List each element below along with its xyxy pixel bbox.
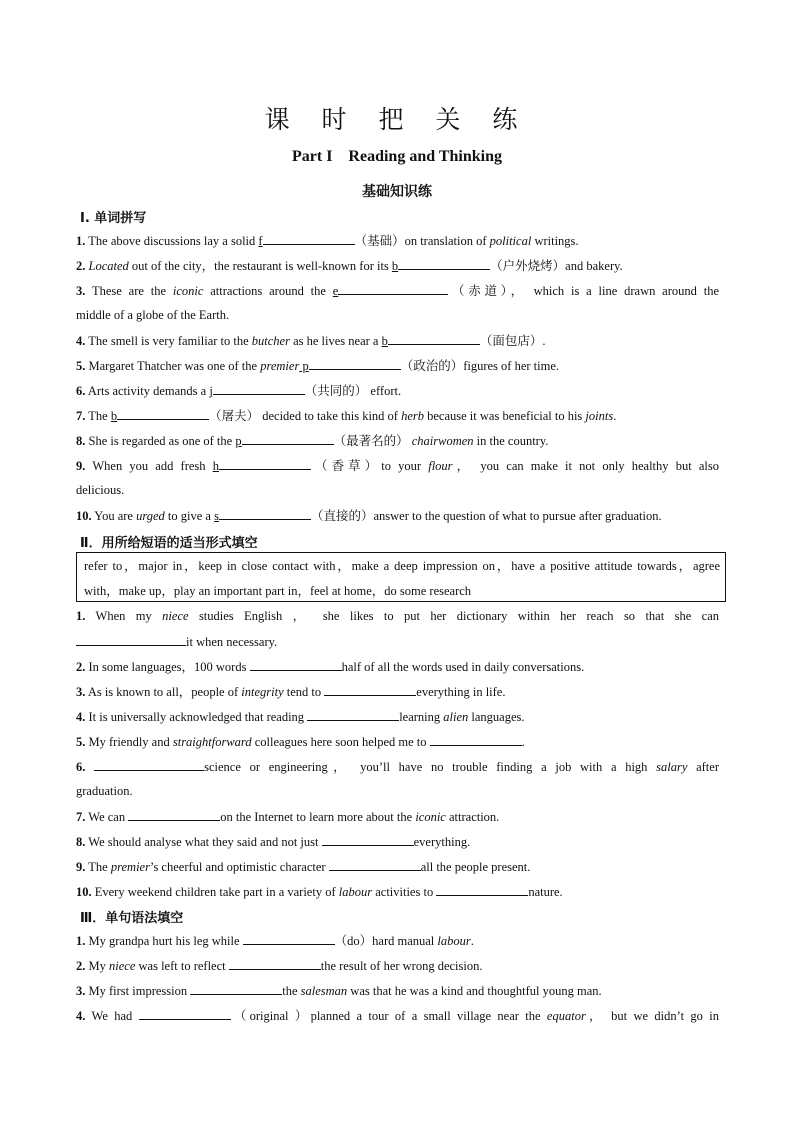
s2-item-9: 9. The premier’s cheerful and optimistic character all the people present. <box>76 860 531 874</box>
answer-blank[interactable] <box>76 633 186 646</box>
s1-item-9: 9. When you add fresh h （香草）to your flour， you can make it not only healthy but also <box>76 459 719 473</box>
s2-item-7: 7. We can on the Internet to learn more about the iconic attraction. <box>76 810 500 824</box>
answer-blank[interactable] <box>128 808 220 821</box>
section-subtitle: 基础知识练 <box>362 184 432 200</box>
s1-item-3: 3. These are the iconic attractions around the e （赤道）， which is a line drawn around the <box>76 284 719 298</box>
s1-item-4: 4. The smell is very familiar to the butcher as he lives near a b （面包店）. <box>76 334 546 348</box>
phrase-box-line-1: refer to，major in，keep in close contact with，make a deep impression on，have a positive attitude towards，agree <box>84 559 720 573</box>
s1-item-5: 5. Margaret Thatcher was one of the premier p （政治的）figures of her time. <box>76 359 560 373</box>
s1-item-3-cont: middle of a globe of the Earth. <box>76 308 230 322</box>
s3-item-1: 1. My grandpa hurt his leg while （do）hard manual labour. <box>76 934 474 948</box>
answer-blank[interactable] <box>388 332 480 345</box>
s2-item-10: 10. Every weekend children take part in a variety of labour activities to nature. <box>76 885 563 899</box>
s2-item-2: 2. In some languages，100 words half of all the words used in daily conversations. <box>76 660 585 674</box>
answer-blank[interactable] <box>190 982 282 995</box>
answer-blank[interactable] <box>219 507 311 520</box>
answer-blank[interactable] <box>139 1007 231 1020</box>
page-title: 课 时 把 关 练 <box>264 105 530 134</box>
answer-blank[interactable] <box>242 432 334 445</box>
answer-blank[interactable] <box>324 683 416 696</box>
s2-item-3: 3. As is known to all，people of integrity tend to everything in life. <box>76 685 506 699</box>
s1-item-10: 10. You are urged to give a s （直接的）answer to the question of what to pursue after graduation. <box>76 509 662 523</box>
answer-blank[interactable] <box>263 232 355 245</box>
answer-blank[interactable] <box>322 833 414 846</box>
s1-item-1: 1. The above discussions lay a solid f （基础）on translation of political writings. <box>76 234 579 248</box>
s3-item-3: 3. My first impression the salesman was that he was a kind and thoughtful young man. <box>76 984 602 998</box>
answer-blank[interactable] <box>430 733 522 746</box>
part-heading: Part I Reading and Thinking <box>292 148 502 165</box>
s2-item-6: 6. science or engineering， you’ll have no trouble finding a job with a high salary after <box>76 760 719 774</box>
phrase-box <box>76 552 726 602</box>
s1-item-9-cont: delicious. <box>76 483 125 497</box>
section-3-heading: Ⅲ．单句语法填空 <box>80 911 184 926</box>
answer-blank[interactable] <box>338 282 448 295</box>
section-2-heading: Ⅱ．用所给短语的适当形式填空 <box>80 536 258 551</box>
answer-blank[interactable] <box>213 382 305 395</box>
answer-blank[interactable] <box>307 708 399 721</box>
s2-item-1-cont: it when necessary. <box>76 633 719 650</box>
answer-blank[interactable] <box>94 758 204 771</box>
answer-blank[interactable] <box>219 457 311 470</box>
answer-blank[interactable] <box>329 858 421 871</box>
s1-item-6: 6. Arts activity demands a j （共同的） effort. <box>76 384 402 398</box>
answer-blank[interactable] <box>250 658 342 671</box>
s2-item-1: 1. When my niece studies English ， she likes to put her dictionary within her reach so that she can <box>76 609 719 623</box>
s1-item-2: 2. Located out of the city，the restaurant is well-known for its b （户外烧烤）and bakery. <box>76 259 623 273</box>
answer-blank[interactable] <box>436 883 528 896</box>
s3-item-4: 4. We had （original ）planned a tour of a small village near the equator， but we didn’t go in <box>76 1009 719 1023</box>
s1-item-8: 8. She is regarded as one of the p （最著名的） chairwomen in the country. <box>76 434 549 448</box>
s3-item-2: 2. My niece was left to reflect the result of her wrong decision. <box>76 959 483 973</box>
answer-blank[interactable] <box>309 357 401 370</box>
answer-blank[interactable] <box>243 932 335 945</box>
s2-item-6-cont: graduation. <box>76 784 133 798</box>
s2-item-5: 5. My friendly and straightforward colleagues here soon helped me to . <box>76 735 525 749</box>
answer-blank[interactable] <box>398 257 490 270</box>
s2-item-8: 8. We should analyse what they said and not just everything. <box>76 835 471 849</box>
answer-blank[interactable] <box>229 957 321 970</box>
s2-item-4: 4. It is universally acknowledged that reading learning alien languages. <box>76 710 525 724</box>
phrase-box-line-2: with，make up，play an important part in，feel at home，do some research <box>84 584 472 598</box>
answer-blank[interactable] <box>117 407 209 420</box>
s1-item-7: 7. The b （屠夫） decided to take this kind of herb because it was beneficial to his joints. <box>76 409 617 423</box>
section-1-heading: Ⅰ. 单词拼写 <box>80 211 147 226</box>
